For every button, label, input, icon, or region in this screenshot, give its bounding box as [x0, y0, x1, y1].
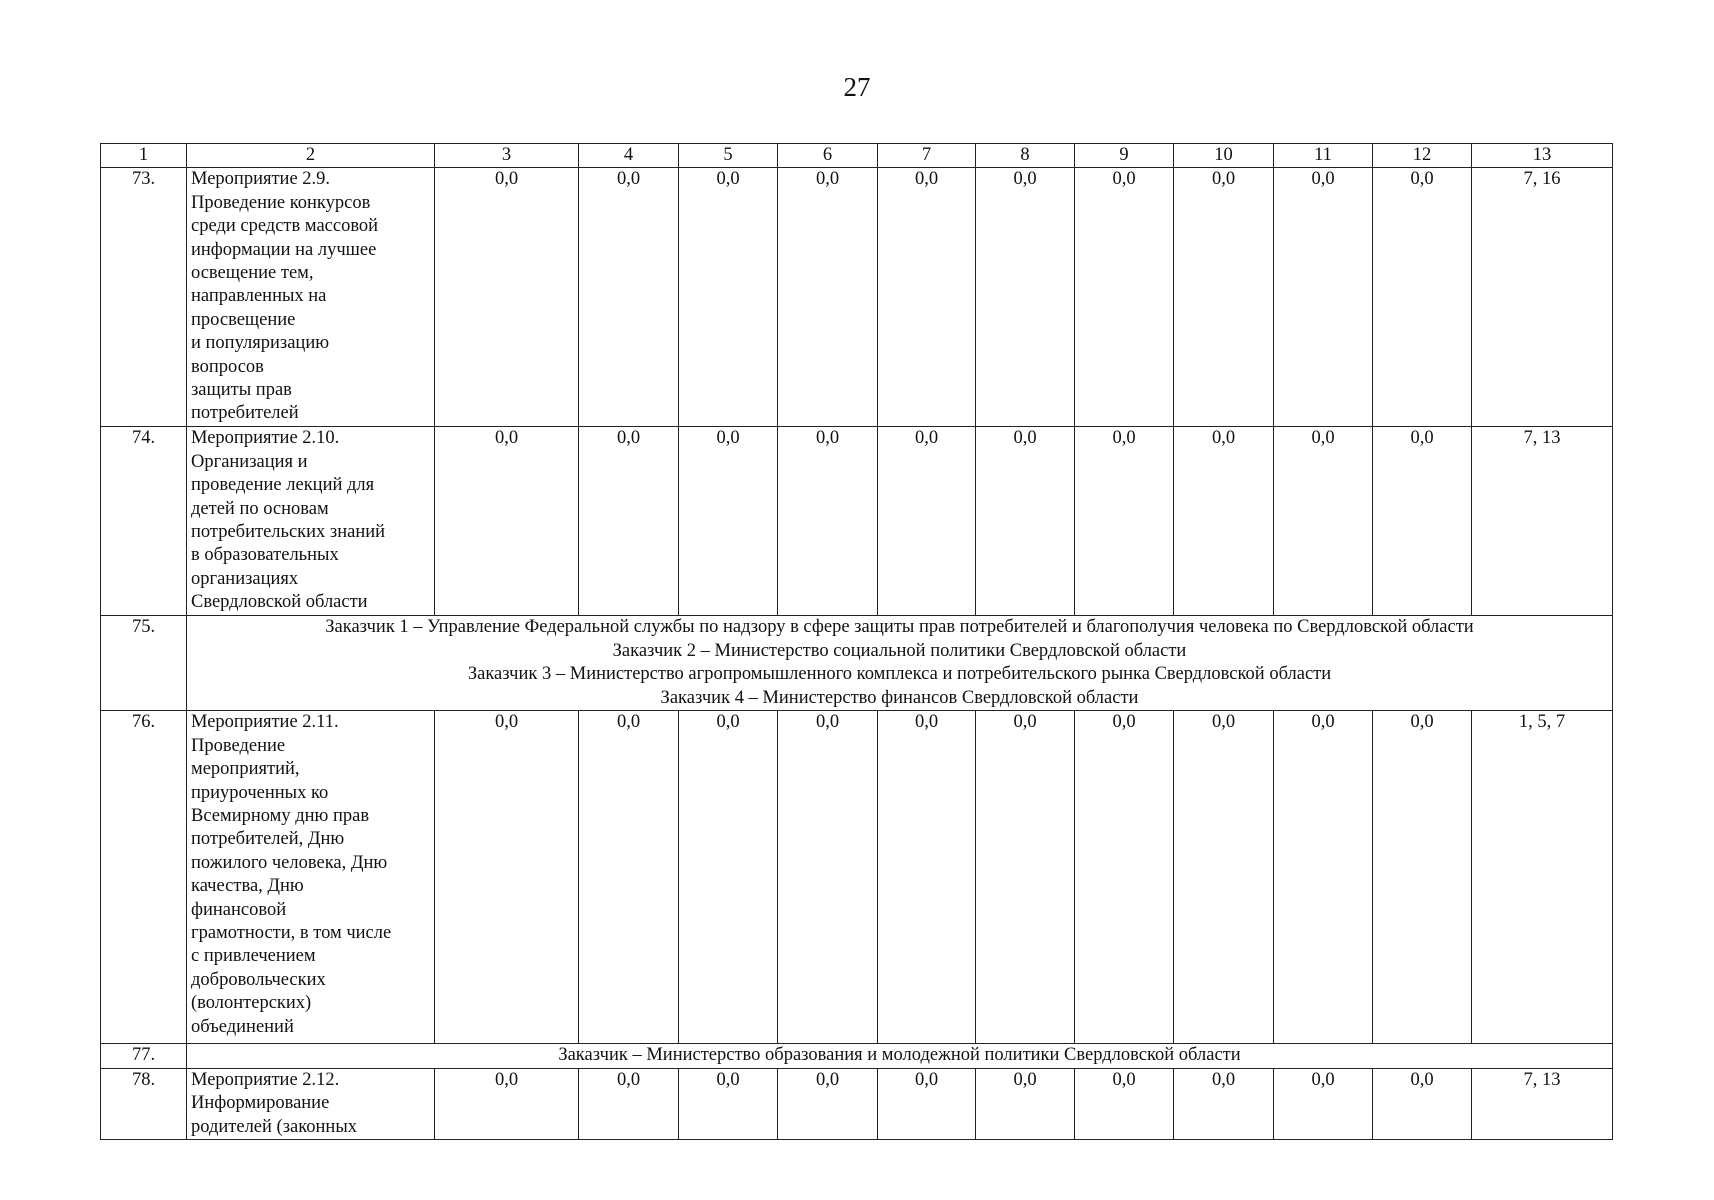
value-cell: 0,0 — [435, 711, 579, 1044]
value-cell: 0,0 — [778, 427, 878, 616]
value-cell: 0,0 — [976, 427, 1075, 616]
table-row — [101, 1068, 1613, 1139]
value-cell: 0,0 — [435, 168, 579, 427]
value-cell: 0,0 — [976, 1068, 1075, 1139]
value-cell: 0,0 — [878, 168, 976, 427]
target-indicator-cell: 7, 13 — [1472, 1068, 1613, 1139]
customer-note: Заказчик 1 – Управление Федеральной службы по надзору в сфере защиты прав потребителей и благополучия человека по Свердловской области Заказчик 2 – Министерство социальной политики Свердловской области Заказчик 3 – Министерство агропромышленного комплекса и потребительского рынка Свердловской области Заказчик 4 – Министерство финансов Свердловской области — [187, 616, 1613, 711]
column-header: 4 — [579, 144, 679, 168]
row-number: 77. — [101, 1044, 187, 1068]
value-cell: 0,0 — [778, 1068, 878, 1139]
value-cell: 0,0 — [679, 1068, 778, 1139]
row-number: 74. — [101, 427, 187, 616]
value-cell: 0,0 — [579, 168, 679, 427]
row-number: 73. — [101, 168, 187, 427]
value-cell: 0,0 — [1373, 168, 1472, 427]
target-indicator-cell: 1, 5, 7 — [1472, 711, 1613, 1044]
value-cell: 0,0 — [878, 711, 976, 1044]
value-cell: 0,0 — [1174, 427, 1274, 616]
value-cell: 0,0 — [1174, 711, 1274, 1044]
column-header: 5 — [679, 144, 778, 168]
value-cell: 0,0 — [976, 168, 1075, 427]
column-header: 12 — [1373, 144, 1472, 168]
value-cell: 0,0 — [435, 1068, 579, 1139]
value-cell: 0,0 — [1274, 1068, 1373, 1139]
activity-description: Мероприятие 2.11. Проведение мероприятий, приуроченных ко Всемирному дню прав потребителей, Дню пожилого человека, Дню качества, Дню финансовой грамотности, в том числе с привлечением добровольческих (волонтерских) объединений — [187, 711, 435, 1044]
column-header: 3 — [435, 144, 579, 168]
program-activities-table — [100, 143, 1613, 1140]
column-header: 8 — [976, 144, 1075, 168]
value-cell: 0,0 — [1373, 711, 1472, 1044]
value-cell: 0,0 — [878, 1068, 976, 1139]
value-cell: 0,0 — [1174, 168, 1274, 427]
value-cell: 0,0 — [1274, 168, 1373, 427]
column-header: 7 — [878, 144, 976, 168]
page-number: 27 — [843, 72, 871, 102]
value-cell: 0,0 — [1373, 1068, 1472, 1139]
value-cell: 0,0 — [1075, 168, 1174, 427]
column-header: 10 — [1174, 144, 1274, 168]
value-cell: 0,0 — [1075, 427, 1174, 616]
target-indicator-cell: 7, 16 — [1472, 168, 1613, 427]
value-cell: 0,0 — [579, 427, 679, 616]
value-cell: 0,0 — [1174, 1068, 1274, 1139]
table-row — [101, 427, 1613, 616]
activity-description: Мероприятие 2.12. Информирование родителей (законных — [187, 1068, 435, 1139]
value-cell: 0,0 — [878, 427, 976, 616]
table-row — [101, 616, 1613, 711]
column-header: 2 — [187, 144, 435, 168]
value-cell: 0,0 — [976, 711, 1075, 1044]
row-number: 76. — [101, 711, 187, 1044]
column-header: 6 — [778, 144, 878, 168]
value-cell: 0,0 — [435, 427, 579, 616]
column-header: 11 — [1274, 144, 1373, 168]
value-cell: 0,0 — [1075, 1068, 1174, 1139]
table-row — [101, 1044, 1613, 1068]
value-cell: 0,0 — [778, 168, 878, 427]
row-number: 75. — [101, 616, 187, 711]
column-number-row — [101, 144, 1613, 168]
value-cell: 0,0 — [679, 711, 778, 1044]
customer-note: Заказчик – Министерство образования и молодежной политики Свердловской области — [187, 1044, 1613, 1068]
value-cell: 0,0 — [1274, 711, 1373, 1044]
value-cell: 0,0 — [778, 711, 878, 1044]
value-cell: 0,0 — [679, 168, 778, 427]
column-header: 13 — [1472, 144, 1613, 168]
value-cell: 0,0 — [679, 427, 778, 616]
table-row — [101, 711, 1613, 1044]
value-cell: 0,0 — [579, 1068, 679, 1139]
value-cell: 0,0 — [1373, 427, 1472, 616]
target-indicator-cell: 7, 13 — [1472, 427, 1613, 616]
value-cell: 0,0 — [1075, 711, 1174, 1044]
column-header: 1 — [101, 144, 187, 168]
row-number: 78. — [101, 1068, 187, 1139]
value-cell: 0,0 — [1274, 427, 1373, 616]
table-row — [101, 168, 1613, 427]
activity-description: Мероприятие 2.9. Проведение конкурсов среди средств массовой информации на лучшее освещение тем, направленных на просвещение и популяризацию вопросов защиты прав потребителей — [187, 168, 435, 427]
value-cell: 0,0 — [579, 711, 679, 1044]
activity-description: Мероприятие 2.10. Организация и проведение лекций для детей по основам потребительских знаний в образовательных организациях Свердловской области — [187, 427, 435, 616]
column-header: 9 — [1075, 144, 1174, 168]
